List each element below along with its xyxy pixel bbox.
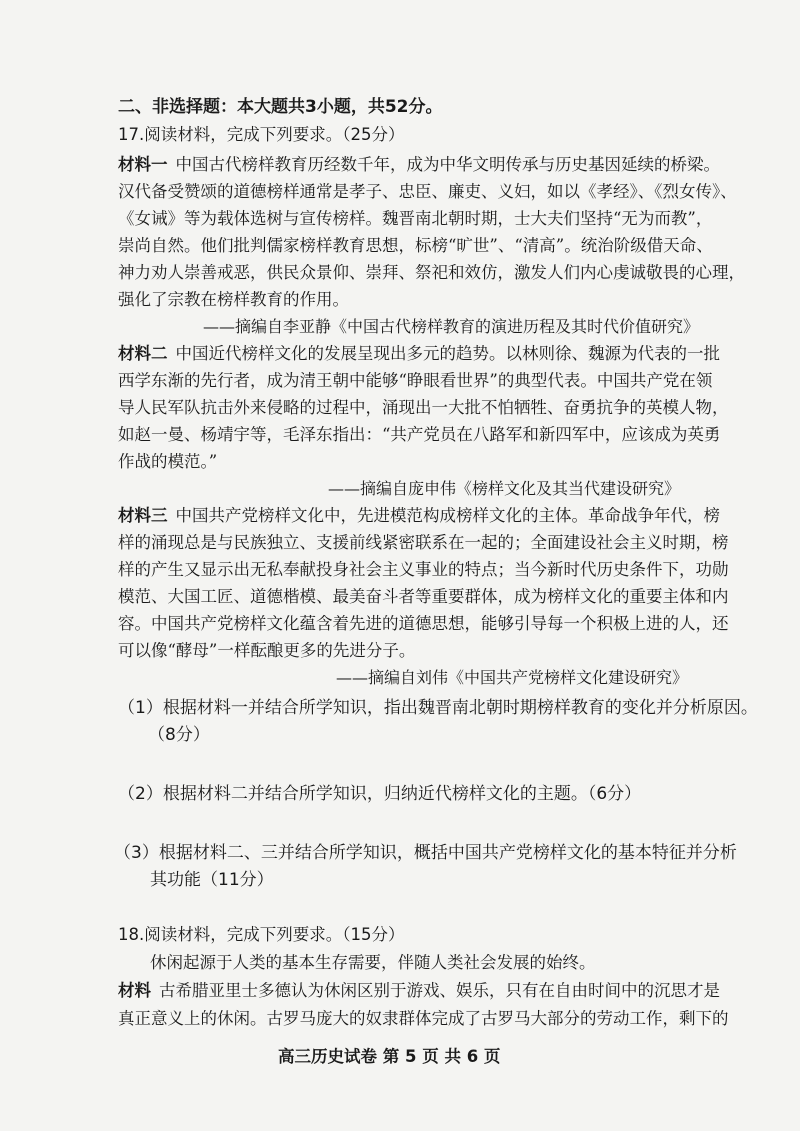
material1-line-4: 崇尚自然。他们批判儒家榜样教育思想，标榜“旷世”、“清高”。统治阶级借天命、 [118, 236, 713, 255]
subquestion-2: （2）根据材料二并结合所学知识，归纳近代榜样文化的主题。（6分） [118, 784, 642, 804]
material1-text: 中国古代榜样教育历经数千年，成为中华文明传承与历史基因延续的桥梁。 [175, 155, 720, 174]
material2-line-1 [118, 343, 720, 365]
material1-line-3: 《女诫》等为载体选树与宣传榜样。魏晋南北朝时期，士大夫们坚持“无为而教”， [118, 209, 713, 228]
subquestion-3-points: 其功能（11分） [150, 870, 274, 890]
material1-line-2: 汉代备受赞颂的道德榜样通常是孝子、忠臣、廉吏、义妇，如以《孝经》、《烈女传》、 [118, 182, 737, 201]
subquestion-3: （3）根据材料二、三并结合所学知识，概括中国共产党榜样文化的基本特征并分析 [114, 843, 737, 863]
page-footer: 高三历史试卷 第 5 页 共 6 页 [278, 1047, 501, 1066]
question-17-header: 17.阅读材料，完成下列要求。（25分） [118, 125, 405, 144]
section-title: 二、非选择题：本大题共3小题，共52分。 [118, 97, 443, 117]
material3-line-6: 可以像“酵母”一样酝酿更多的先进分子。 [118, 641, 416, 660]
material3-line-3: 样的产生又显示出无私奉献投身社会主义事业的特点；当今新时代历史条件下，功勋 [118, 560, 729, 579]
material2-line-4: 如赵一曼、杨靖宇等，毛泽东指出：“共产党员在八路军和新四军中，应该成为英勇 [118, 425, 721, 444]
subquestion-1-points: （8分） [148, 725, 210, 745]
material1-line-5: 神力劝人崇善戒恶，供民众景仰、崇拜、祭祀和效仿，激发人们内心虔诚敬畏的心理， [118, 263, 745, 282]
material1-label: 材料一 [118, 155, 168, 174]
material2-line-2: 西学东渐的先行者，成为清王朝中能够“睁眼看世界”的典型代表。中国共产党在领 [118, 371, 713, 390]
material2-text: 中国近代榜样文化的发展呈现出多元的趋势。以林则徐、魏源为代表的一批 [175, 344, 720, 363]
material1-line-1 [118, 154, 720, 176]
material3-label: 材料三 [118, 506, 168, 525]
material2-source: ——摘编自庞申伟《榜样文化及其当代建设研究》 [328, 479, 681, 498]
material3-line-4: 模范、大国工匠、道德楷模、最美奋斗者等重要群体，成为榜样文化的重要主体和内 [118, 587, 729, 606]
material1-source: ——摘编自李亚静《中国古代榜样教育的演进历程及其时代价值研究》 [203, 317, 700, 336]
material3-text: 中国共产党榜样文化中，先进模范构成榜样文化的主体。革命战争年代，榜 [175, 506, 720, 525]
question-18-header: 18.阅读材料，完成下列要求。（15分） [118, 925, 405, 944]
material2-line-3: 导人民军队抗击外来侵略的过程中，涌现出一大批不怕牺牲、奋勇抗争的英模人物， [118, 398, 729, 417]
question-18-intro: 休闲起源于人类的基本生存需要，伴随人类社会发展的始终。 [150, 953, 596, 972]
question-18-material-text: 古希腊亚里士多德认为休闲区别于游戏、娱乐，只有在自由时间中的沉思才是 [159, 981, 720, 1000]
material2-line-5: 作战的模范。” [118, 452, 218, 471]
material3-source: ——摘编自刘伟《中国共产党榜样文化建设研究》 [336, 668, 689, 687]
material3-line-5: 容。中国共产党榜样文化蕴含着先进的道德思想，能够引导每一个积极上进的人，还 [118, 614, 729, 633]
question-18-material-line-1 [118, 980, 720, 1002]
question-18-material-line-2: 真正意义上的休闲。古罗马庞大的奴隶群体完成了古罗马大部分的劳动工作，剩下的 [118, 1009, 729, 1028]
material1-line-6: 强化了宗教在榜样教育的作用。 [118, 290, 349, 309]
material3-line-1 [118, 505, 720, 527]
material3-line-2: 样的涌现总是与民族独立、支援前线紧密联系在一起的；全面建设社会主义时期，榜 [118, 533, 729, 552]
question-18-material-label: 材料 [118, 981, 151, 1000]
subquestion-1: （1）根据材料一并结合所学知识，指出魏晋南北朝时期榜样教育的变化并分析原因。 [118, 698, 758, 718]
material2-label: 材料二 [118, 344, 168, 363]
